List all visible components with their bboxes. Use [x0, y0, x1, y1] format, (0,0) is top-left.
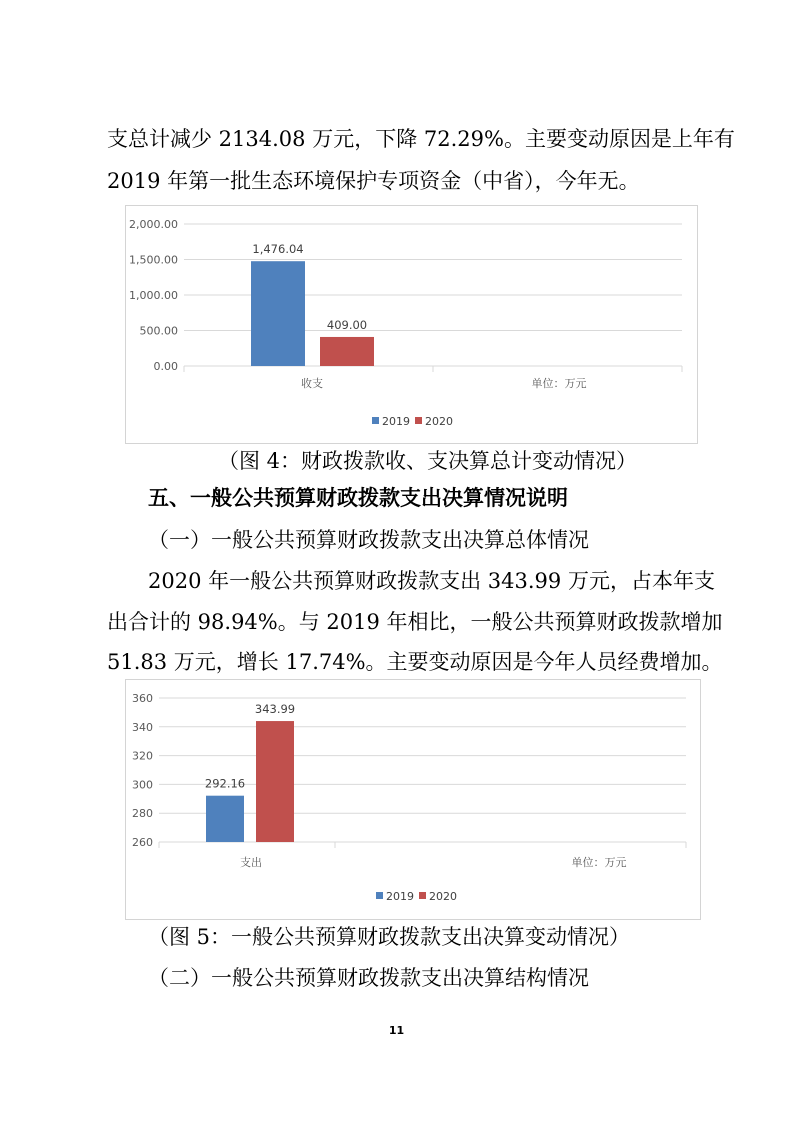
- paragraph-line: 出合计的 98.94%。与 2019 年相比，一般公共预算财政拨款增加: [107, 610, 723, 634]
- y-tick-label: 320: [132, 749, 153, 763]
- paragraph-line: 支总计减少 2134.08 万元，下降 72.29%。主要变动原因是上年有: [107, 127, 735, 151]
- x-category-label: 支出: [240, 856, 262, 869]
- unit-note: 单位：万元: [571, 856, 627, 869]
- legend-label-2019: 2019: [382, 415, 410, 428]
- data-label: 1,476.04: [252, 242, 304, 257]
- y-tick-label: 1,500.00: [129, 253, 178, 267]
- data-label: 292.16: [204, 776, 246, 791]
- bar-2020: [320, 337, 374, 366]
- chart-4: [125, 205, 698, 444]
- chart-5: [125, 679, 701, 920]
- y-tick-label: 260: [132, 836, 153, 849]
- y-tick-label: 280: [132, 807, 153, 821]
- data-label: 343.99: [254, 702, 296, 717]
- paragraph-line: 2020 年一般公共预算财政拨款支出 343.99 万元，占本年支: [148, 569, 715, 593]
- figure-caption: （图 4：财政拨款收、支决算总计变动情况）: [218, 449, 638, 473]
- y-tick-label: 300: [132, 778, 153, 792]
- bar-2019: [206, 796, 244, 842]
- page-number: 11: [388, 1024, 405, 1037]
- legend-swatch-2020: [419, 892, 426, 899]
- legend-swatch-2019: [376, 892, 383, 899]
- section-heading: 五、一般公共预算财政拨款支出决算情况说明: [148, 486, 568, 510]
- legend-label-2020: 2020: [429, 890, 457, 903]
- subsection-heading: （一）一般公共预算财政拨款支出决算总体情况: [148, 528, 589, 552]
- y-tick-label: 2,000.00: [129, 218, 178, 231]
- paragraph-line: 51.83 万元，增长 17.74%。主要变动原因是今年人员经费增加。: [107, 650, 723, 674]
- y-tick-label: 0.00: [153, 360, 178, 373]
- y-tick-label: 360: [132, 692, 153, 705]
- y-tick-label: 500.00: [139, 324, 178, 338]
- y-tick-label: 1,000.00: [129, 289, 178, 302]
- subsection-heading: （二）一般公共预算财政拨款支出决算结构情况: [148, 966, 589, 990]
- y-tick-label: 340: [132, 720, 153, 734]
- unit-note: 单位：万元: [531, 377, 587, 390]
- chart-4-plot: [126, 206, 697, 443]
- legend-label-2019: 2019: [386, 890, 414, 903]
- legend-label-2020: 2020: [425, 415, 453, 428]
- paragraph-line: 2019 年第一批生态环境保护专项资金（中省），今年无。: [107, 169, 640, 193]
- bar-2019: [251, 261, 305, 366]
- x-category-label: 收支: [301, 377, 323, 390]
- figure-caption: （图 5：一般公共预算财政拨款支出决算变动情况）: [148, 925, 631, 949]
- chart-5-plot: [126, 680, 700, 919]
- data-label: 409.00: [326, 317, 368, 332]
- legend-swatch-2020: [415, 417, 422, 424]
- legend-swatch-2019: [372, 417, 379, 424]
- bar-2020: [256, 721, 294, 842]
